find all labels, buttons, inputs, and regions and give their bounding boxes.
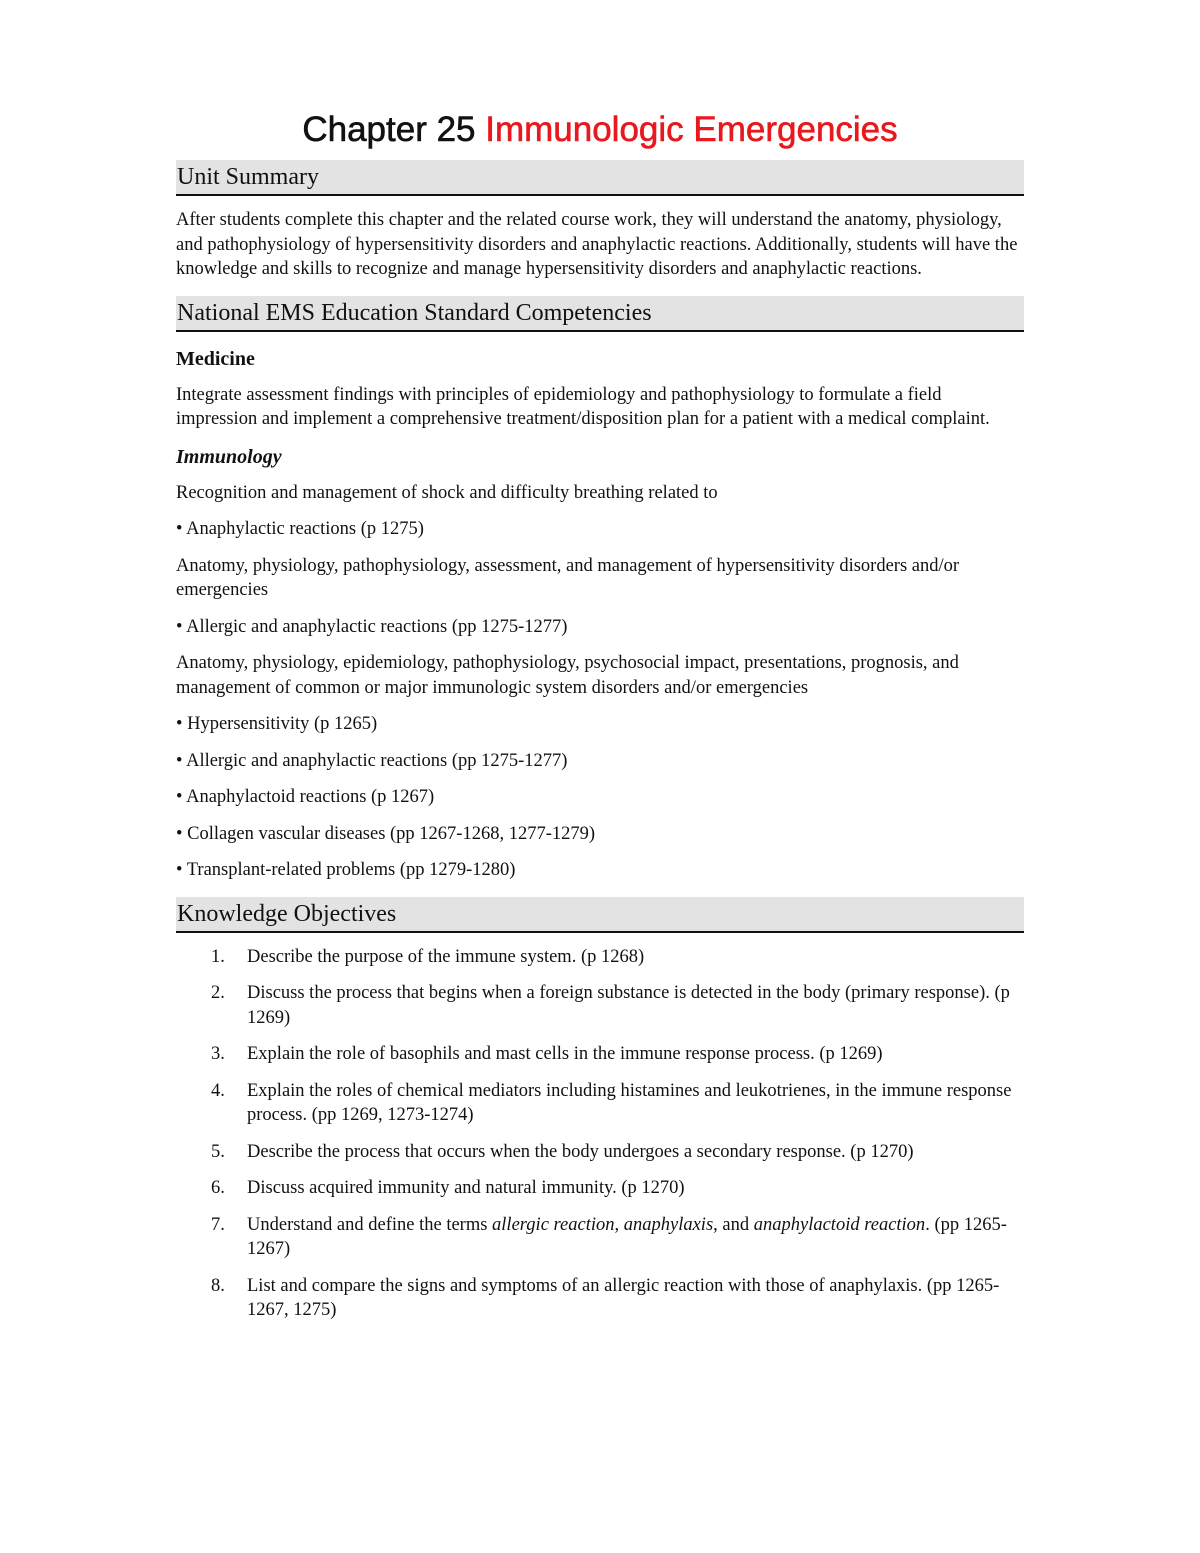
list-item (176, 1079, 1024, 1128)
subheading-medicine: Medicine (176, 347, 255, 370)
document-page (176, 108, 1024, 1335)
item-number: 2. (211, 983, 225, 1003)
list-item (176, 1140, 1024, 1165)
competency-bullet: • Allergic and anaphylactic reactions (pp 1275-1277) (176, 616, 568, 637)
section-heading-knowledge-objectives: Knowledge Objectives (176, 897, 1024, 933)
item-text-start: Understand and define the terms (247, 1214, 493, 1235)
list-item (176, 1274, 1024, 1323)
item-text: Discuss the process that begins when a foreign substance is detected in the body (primary response). (p 1269) (247, 983, 1010, 1028)
competency-bullet: • Allergic and anaphylactic reactions (pp 1275-1277) (176, 750, 568, 771)
competency-bullet: • Transplant-related problems (pp 1279-1280) (176, 860, 516, 880)
term-anaphylactoid-reaction: anaphylactoid reaction (753, 1214, 926, 1235)
list-item (176, 1176, 1024, 1201)
item-text-end: . (pp 1265-1267) (247, 1214, 1007, 1259)
separator: , and (713, 1214, 754, 1235)
term-anaphylaxis: anaphylaxis (623, 1214, 714, 1235)
item-number: 8. (211, 1275, 225, 1296)
item-text: Describe the process that occurs when the body undergoes a secondary response. (p 1270) (247, 1141, 914, 1162)
item-text: Explain the role of basophils and mast cells in the immune response process. (p 1269) (247, 1044, 883, 1064)
list-item (176, 1042, 1024, 1067)
item-number: 3. (211, 1044, 225, 1064)
term-allergic-reaction: allergic reaction (492, 1214, 615, 1235)
chapter-number: Chapter 25 (302, 110, 476, 149)
item-number: 6. (211, 1178, 225, 1198)
item-text: Discuss acquired immunity and natural immunity. (p 1270) (247, 1178, 685, 1198)
item-text: List and compare the signs and symptoms of an allergic reaction with those of anaphylaxis. (pp 1265-1267, 1275) (247, 1275, 1000, 1320)
item-text: Explain the roles of chemical mediators including histamines and leukotrienes, in the immune response process. (pp 1269, 1273-1274) (247, 1080, 1012, 1125)
section-heading-competencies: National EMS Education Standard Competencies (176, 296, 1024, 332)
competency-bullet: • Hypersensitivity (p 1265) (176, 714, 378, 734)
competency-bullet: • Anaphylactoid reactions (p 1267) (176, 787, 435, 807)
competency-line: Recognition and management of shock and difficulty breathing related to (176, 482, 718, 503)
item-number: 4. (211, 1080, 225, 1101)
competency-bullet: • Anaphylactic reactions (p 1275) (176, 519, 424, 539)
list-item (176, 945, 1024, 970)
chapter-title (176, 108, 1024, 152)
item-number: 5. (211, 1141, 225, 1162)
section-heading-unit-summary: Unit Summary (176, 160, 1024, 196)
unit-summary-text: After students complete this chapter and the related course work, they will understand the anatomy, physiology, and pathophysiology of hypersensitivity disorders and anaphylactic reactions. Additionally, students will have the knowledge and skills to recognize and manage hypersensitivity disorders and anaphylactic reactions. (176, 210, 1018, 279)
chapter-name: Immunologic Emergencies (485, 110, 898, 149)
item-number: 7. (211, 1214, 225, 1235)
item-number: 1. (211, 946, 225, 967)
competency-line: Anatomy, physiology, pathophysiology, assessment, and management of hypersensitivity disorders and/or emergencies (176, 555, 960, 600)
objectives-list (176, 945, 1024, 1323)
competency-bullet: • Collagen vascular diseases (pp 1267-1268, 1277-1279) (176, 823, 596, 844)
subheading-immunology: Immunology (176, 445, 282, 468)
list-item (176, 981, 1024, 1030)
list-item (176, 1213, 1024, 1262)
separator: , (614, 1214, 624, 1235)
competency-line: Anatomy, physiology, epidemiology, pathophysiology, psychosocial impact, presentations, prognosis, and management of common or major immunologic system disorders and/or emergencies (176, 653, 959, 698)
item-text: Describe the purpose of the immune system. (p 1268) (247, 946, 645, 967)
medicine-text: Integrate assessment findings with principles of epidemiology and pathophysiology to formulate a field impression and implement a comprehensive treatment/disposition plan for a patient with a medical complaint. (176, 384, 990, 429)
